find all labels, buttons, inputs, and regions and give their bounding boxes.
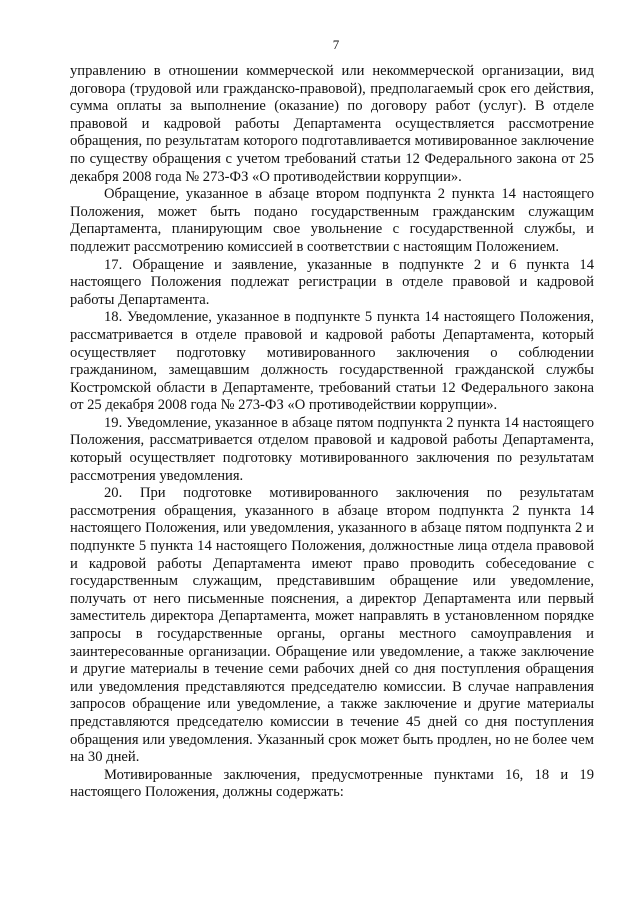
paragraph-item-19: 19. Уведомление, указанное в абзаце пятом подпункта 2 пункта 14 настоящего Положения, рассматривается отделом правовой и кадровой работы Департамента, который осуществляет подготовку мотивированного заключения по результатам рассмотрения уведомления.: [70, 414, 594, 484]
paragraph-item-18: 18. Уведомление, указанное в подпункте 5 пункта 14 настоящего Положения, рассматривается в отделе правовой и кадровой работы Департамента, который осуществляет подготовку мотивированного заключения о соблюдении гражданином, замещавшим должность государственной гражданской службы Костромской области в Департаменте, требований статьи 12 Федерального закона от 25 декабря 2008 года № 273-ФЗ «О противодействии коррупции».: [70, 309, 594, 414]
paragraph-appeal-abzats: Обращение, указанное в абзаце втором подпункта 2 пункта 14 настоящего Положения, может быть подано государственным гражданским служащим Департамента, планирующим свое увольнение с государственной службы, и подлежит рассмотрению комиссией в соответствии с настоящим Положением.: [70, 186, 594, 255]
paragraph-item-17: 17. Обращение и заявление, указанные в подпункте 2 и 6 пункта 14 настоящего Положения подлежат регистрации в отделе правовой и кадровой работы Департамента.: [70, 256, 594, 308]
paragraph-item-20: 20. При подготовке мотивированного заключения по результатам рассмотрения обращения, указанного в абзаце втором подпункта 2 пункта 14 настоящего Положения, или уведомления, указанного в абзаце пятом подпункта 2 и подпункте 5 пункта 14 настоящего Положения, должностные лица отдела правовой и кадровой работы Департамента имеют право проводить собеседование с государственным служащим, представившим обращение или уведомление, получать от него письменные пояснения, а директор Департамента или первый заместитель директора Департамента, может направлять в установленном порядке запросы в государственные органы, органы местного самоуправления и заинтересованные организации. Обращение или уведомление, а также заключение и другие материалы в течение семи рабочих дней со дня поступления обращения или уведомления представляются председателю комиссии. В случае направления запросов обращение или уведомление, а также заключение и другие материалы представляются председателю комиссии в течение 45 дней со дня поступления обращения или уведомления. Указанный срок может быть продлен, но не более чем на 30 дней.: [70, 485, 594, 766]
paragraph-continuation: управлению в отношении коммерческой или некоммерческой организации, вид договора (трудовой или гражданско-правовой), предполагаемый срок его действия, сумма оплаты за выполнение (оказание) по договору работ (услуг). В отделе правовой и кадровой работы Департамента осуществляется рассмотрение обращения, по результатам которого подготавливается мотивированное заключение по существу обращения с учетом требований статьи 12 Федерального закона от 25 декабря 2008 года № 273-ФЗ «О противодействии коррупции».: [70, 63, 594, 185]
page-number: 7: [332, 37, 340, 52]
paragraph-conclusions: Мотивированные заключения, предусмотренные пунктами 16, 18 и 19 настоящего Положения, должны содержать:: [70, 766, 594, 801]
